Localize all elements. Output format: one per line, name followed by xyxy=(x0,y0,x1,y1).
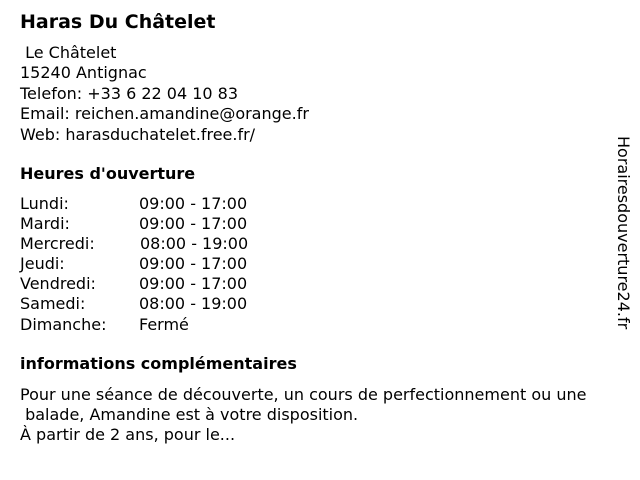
day-label: Samedi: xyxy=(20,294,86,314)
page-title: Haras Du Châtelet xyxy=(20,11,216,33)
phone-text: Telefon: +33 6 22 04 10 83 xyxy=(20,83,239,103)
address-city: 15240 Antignac xyxy=(20,63,147,83)
day-hours: 09:00 - 17:00 xyxy=(139,214,248,234)
day-label: Lundi: xyxy=(20,194,69,213)
day-hours: 09:00 - 17:00 xyxy=(139,274,248,294)
info-line: À partir de 2 ans, pour le... xyxy=(20,425,236,444)
site-watermark: Horairesdouverture24.fr xyxy=(614,136,633,330)
day-label: Mercredi: xyxy=(20,234,95,254)
website-text: Web: harasduchatelet.free.fr/ xyxy=(20,124,256,144)
day-hours: 08:00 - 19:00 xyxy=(139,294,248,314)
info-line: balade, Amandine est à votre disposition. xyxy=(20,405,359,424)
day-label: Dimanche: xyxy=(20,314,107,334)
day-hours: Fermé xyxy=(139,314,189,334)
info-line: Pour une séance de découverte, un cours de perfectionnement ou une xyxy=(20,385,587,404)
day-hours: 09:00 - 17:00 xyxy=(139,194,248,213)
day-label: Vendredi: xyxy=(20,274,96,294)
contact-block xyxy=(20,43,309,145)
additional-info-text xyxy=(20,385,632,445)
address-street: Le Châtelet xyxy=(20,43,117,62)
day-hours: 08:00 - 19:00 xyxy=(140,234,249,254)
day-label: Jeudi: xyxy=(20,254,65,274)
day-label: Mardi: xyxy=(20,214,70,234)
additional-info-heading: informations complémentaires xyxy=(20,354,297,373)
opening-hours-heading: Heures d'ouverture xyxy=(20,164,196,183)
email-text: Email: reichen.amandine@orange.fr xyxy=(20,104,309,124)
day-hours: 09:00 - 17:00 xyxy=(139,254,248,274)
